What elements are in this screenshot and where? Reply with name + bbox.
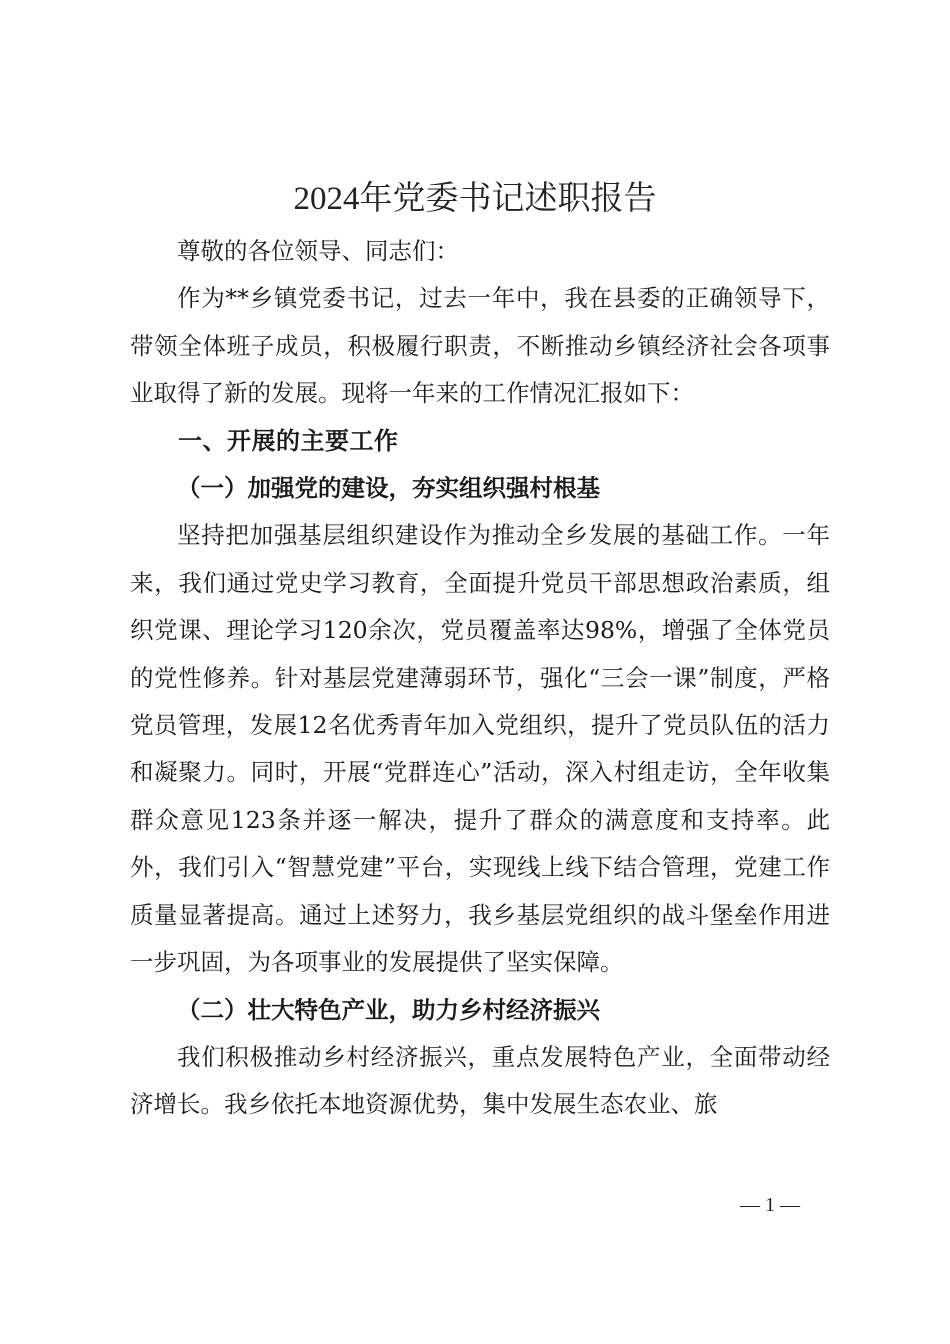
salutation: 尊敬的各位领导、同志们： xyxy=(177,237,459,265)
subsection-heading-industry: （二）壮大特色产业，助力乡村经济振兴 xyxy=(177,995,600,1024)
paragraph-industry: 我们积极推动乡村经济振兴，重点发展特色产业，全面带动经济增长。我乡依托本地资源优势，集中发展生态农业、旅 xyxy=(130,1042,830,1119)
section-heading-main-work: 一、开展的主要工作 xyxy=(178,426,399,455)
intro-paragraph: 作为**乡镇党委书记，过去一年中，我在县委的正确领导下，带领全体班子成员，积极履行职责，不断推动乡镇经济社会各项事业取得了新的发展。现将一年来的工作情况汇报如下： xyxy=(130,284,830,408)
document-body xyxy=(130,228,830,1129)
subsection-heading-party-building: （一）加强党的建设，夯实组织强村根基 xyxy=(177,474,600,503)
paragraph-party-building: 坚持把加强基层组织建设作为推动全乡发展的基础工作。一年来，我们通过党史学习教育，全面提升党员干部思想政治素质，组织党课、理论学习120余次，党员覆盖率达98%，增强了全体党员的党性修养。针对基层党建薄弱环节，强化“三会一课”制度，严格党员管理，发展12名优秀青年加入党组织，提升了党员队伍的活力和凝聚力。同时，开展“党群连心”活动，深入村组走访，全年收集群众意见123条并逐一解决，提升了群众的满意度和支持率。此外，我们引入“智慧党建”平台，实现线上线下结合管理，党建工作质量显著提高。通过上述努力，我乡基层党组织的战斗堡垒作用进一步巩固，为各项事业的发展提供了坚实保障。 xyxy=(130,521,830,977)
page-number: — 1 — xyxy=(740,1194,800,1216)
document-title: 2024年党委书记述职报告 xyxy=(293,181,657,217)
